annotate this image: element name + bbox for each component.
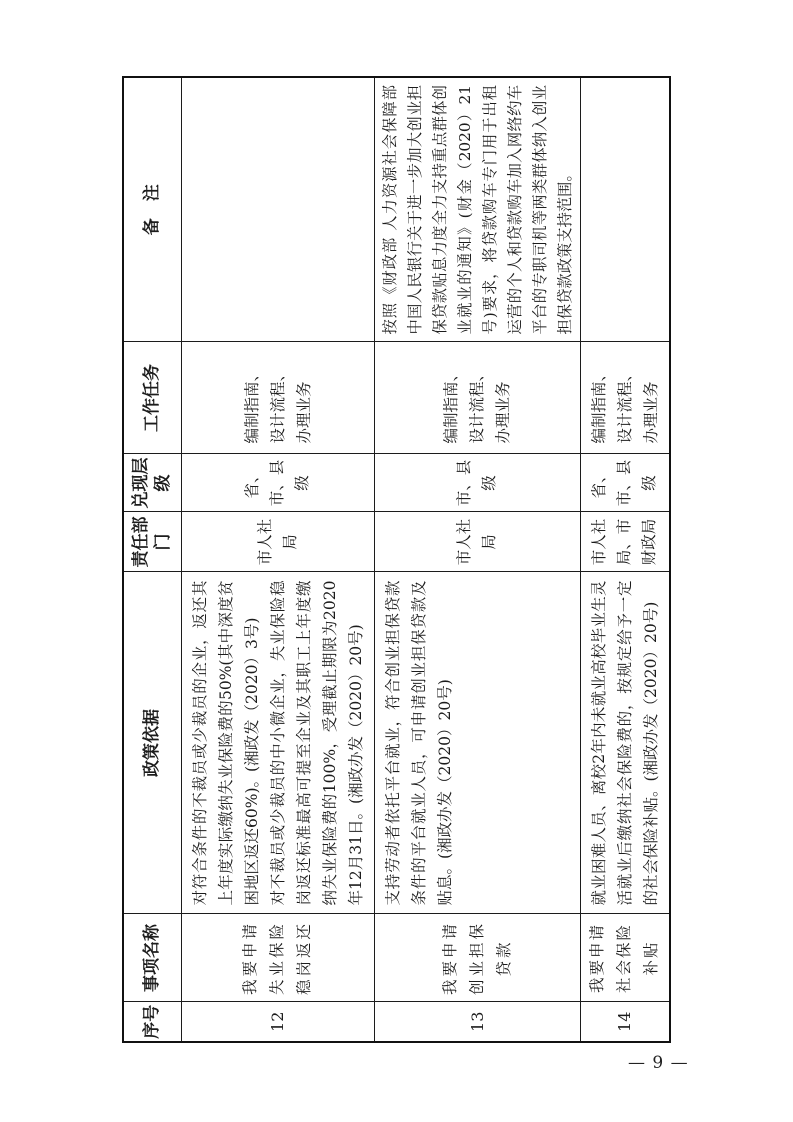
row14-serial: 14 — [580, 1002, 670, 1042]
header-row — [123, 77, 181, 1042]
header-policy-basis: 政策依据 — [123, 572, 181, 914]
row14-task: 编制指南、设计流程、办理业务 — [580, 342, 670, 454]
row12-task: 编制指南、设计流程、办理业务 — [181, 342, 374, 454]
row14-level: 省、市、县级 — [580, 454, 670, 512]
row13-policy-paragraph-1: 支持劳动者依托平台就业，符合创业担保贷款条件的平台就业人员，可申请创业担保贷款及贴息。(湘政办发（2020）20号) — [383, 580, 454, 906]
row13-dept: 市人社局 — [374, 512, 580, 572]
row14-dept: 市人社局、市财政局 — [580, 512, 670, 572]
header-responsible-dept: 责任部门 — [123, 512, 181, 572]
row13-policy-basis — [374, 572, 580, 914]
row13-remark: 按照《财政部 人力资源社会保障部 中国人民银行关于进一步加大创业担保贷款贴息力度全力支持重点群体创业就业的通知》(财金（2020）21号)要求，将贷款购车专门用于出租运营的个人和贷款购车加入网络约车平台的专职司机等两类群体纳入创业担保贷款政策支持范围。 — [374, 77, 580, 342]
row13-task: 编制指南、设计流程、办理业务 — [374, 342, 580, 454]
policy-matters-table — [122, 76, 671, 1043]
header-fulfillment-level: 兑现层级 — [123, 454, 181, 512]
row12-serial: 12 — [181, 1002, 374, 1042]
table-row-12 — [181, 77, 374, 1042]
table-row-14 — [580, 77, 670, 1042]
row12-policy-basis — [181, 572, 374, 914]
row14-item-name: 我要申请社会保险补贴 — [580, 914, 670, 1002]
row12-item-name: 我要申请失业保险稳岗返还 — [181, 914, 374, 1002]
header-remarks: 备 注 — [123, 77, 181, 342]
row14-policy-paragraph-1: 就业困难人员、离校2年内未就业高校毕业生灵活就业后缴纳社会保险费的，按规定给予一定的社会保险补贴。(湘政办发（2020）20号) — [589, 580, 660, 906]
page-number: — 9 — — [628, 1053, 689, 1073]
table-row-13 — [374, 77, 580, 1042]
row13-serial: 13 — [374, 1002, 580, 1042]
row12-policy-paragraph-1: 对符合条件的不裁员或少裁员的企业，返还其上年度实际缴纳失业保险费的50%(其中深度贫困地区返还60%)。(湘政发（2020）3号) — [190, 580, 261, 906]
header-work-task: 工作任务 — [123, 342, 181, 454]
row12-policy-paragraph-2: 对不裁员或少裁员的中小微企业，失业保险稳岗返还标准最高可提至企业及其职工上年度缴纳失业保险费的100%，受理截止期限为2020年12月31日。(湘政办发（2020）20号) — [268, 580, 365, 906]
row13-item-name: 我要申请创业担保贷款 — [374, 914, 580, 1002]
row14-policy-basis — [580, 572, 670, 914]
header-serial-number: 序号 — [123, 1002, 181, 1042]
row12-level: 省、市、县级 — [181, 454, 374, 512]
row12-remark — [181, 77, 374, 342]
header-item-name: 事项名称 — [123, 914, 181, 1002]
row12-dept: 市人社局 — [181, 512, 374, 572]
row13-level: 市、县级 — [374, 454, 580, 512]
rotated-table-container — [122, 78, 669, 1043]
row14-remark — [580, 77, 670, 342]
